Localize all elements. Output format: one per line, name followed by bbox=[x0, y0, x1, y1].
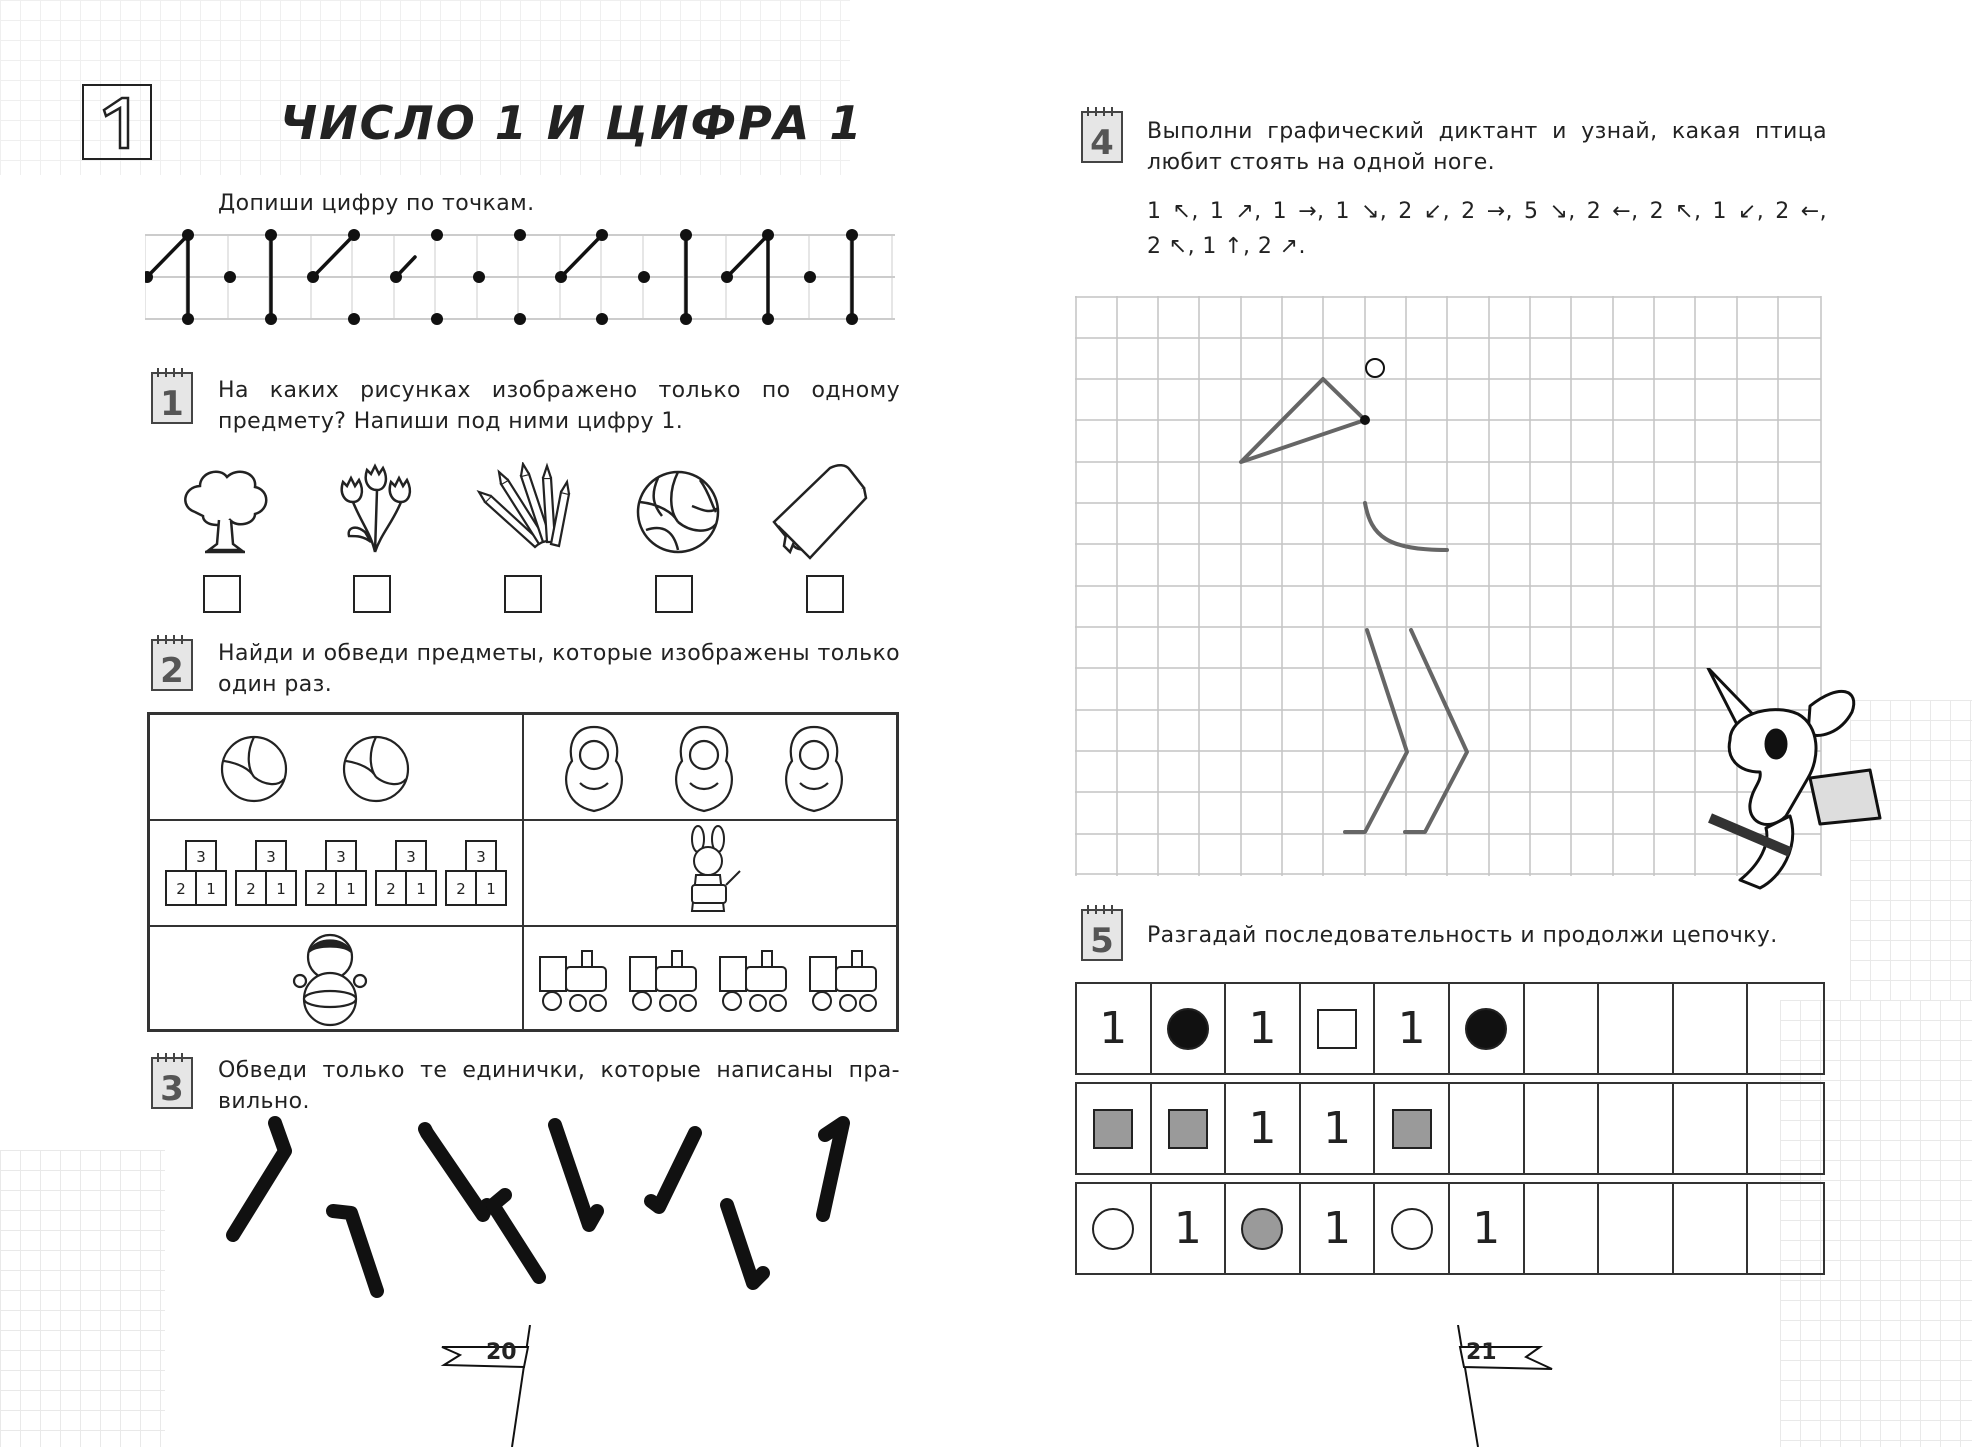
seq-cell bbox=[1226, 1084, 1301, 1173]
gray-square bbox=[1093, 1109, 1133, 1149]
cell-trains[interactable] bbox=[523, 926, 897, 1030]
written-one-5 bbox=[555, 1125, 597, 1225]
svg-text:3: 3 bbox=[406, 848, 416, 866]
seq-cell bbox=[1375, 984, 1450, 1073]
sequence-row-2 bbox=[1075, 1082, 1825, 1175]
seq-cell bbox=[1301, 1184, 1376, 1273]
gray-square bbox=[1168, 1109, 1208, 1149]
seq-cell bbox=[1450, 984, 1525, 1073]
page-number-right: 21 bbox=[1466, 1340, 1497, 1365]
seq-empty-cell[interactable] bbox=[1748, 1184, 1823, 1273]
volleyball-icon bbox=[212, 733, 462, 803]
matryoshka-icon bbox=[554, 721, 874, 817]
cell-roly-poly[interactable] bbox=[149, 926, 523, 1030]
seq-cell bbox=[1077, 1084, 1152, 1173]
tree-icon bbox=[175, 462, 275, 562]
task-3-number: 3 bbox=[160, 1069, 184, 1109]
gray-square bbox=[1392, 1109, 1432, 1149]
seq-empty-cell[interactable] bbox=[1748, 1084, 1823, 1173]
tulips-icon bbox=[325, 462, 425, 562]
stork-leg-1 bbox=[1345, 630, 1407, 832]
cell-cubes[interactable] bbox=[149, 820, 523, 926]
svg-text:1: 1 bbox=[486, 880, 496, 898]
cell-bunny-drummer[interactable] bbox=[523, 820, 897, 926]
seq-cell bbox=[1077, 1184, 1152, 1273]
task-3-text: Обведи только те единички, которые написаны пра-вильно. bbox=[218, 1058, 900, 1114]
sequence-row-3 bbox=[1075, 1182, 1825, 1275]
written-ones-area bbox=[215, 1115, 875, 1305]
written-one-7 bbox=[727, 1205, 763, 1283]
book-icon bbox=[768, 462, 878, 562]
white-circle bbox=[1092, 1208, 1134, 1250]
background-grid-bottom-left bbox=[0, 1150, 165, 1447]
dictation-line-2: 2 ↖, 1 ↑, 2 ↗. bbox=[1147, 234, 1306, 259]
answer-box-volleyball[interactable] bbox=[655, 575, 693, 613]
task-2-badge bbox=[148, 632, 198, 694]
written-one-6 bbox=[651, 1133, 695, 1207]
answer-box-tree[interactable] bbox=[203, 575, 241, 613]
stork-eye bbox=[1366, 359, 1384, 377]
seq-empty-cell[interactable] bbox=[1599, 984, 1674, 1073]
start-point bbox=[1360, 415, 1370, 425]
black-circle bbox=[1465, 1008, 1507, 1050]
seq-cell bbox=[1152, 1084, 1227, 1173]
svg-text:1: 1 bbox=[346, 880, 356, 898]
task-5-text: Разгадай последовательность и продолжи цепочку. bbox=[1147, 923, 1778, 948]
dictation-line-1: 1 ↖, 1 ↗, 1 →, 1 ↘, 2 ↙, 2 →, 5 ↘, 2 ←, 2 ↖, 1 ↙, 2 ←, bbox=[1147, 199, 1827, 224]
gray-circle bbox=[1241, 1208, 1283, 1250]
white-circle bbox=[1391, 1208, 1433, 1250]
page-number-left: 20 bbox=[486, 1340, 517, 1365]
digit-one: 1 bbox=[1472, 1203, 1501, 1254]
seq-cell bbox=[1301, 1084, 1376, 1173]
seq-cell bbox=[1077, 984, 1152, 1073]
seq-empty-cell[interactable] bbox=[1450, 1084, 1525, 1173]
svg-text:2: 2 bbox=[246, 880, 256, 898]
answer-box-pencils[interactable] bbox=[504, 575, 542, 613]
seq-cell bbox=[1375, 1084, 1450, 1173]
seq-cell bbox=[1226, 1184, 1301, 1273]
cell-matryoshkas[interactable] bbox=[523, 714, 897, 820]
seq-cell bbox=[1375, 1184, 1450, 1273]
written-one-8 bbox=[823, 1123, 843, 1215]
seq-cell bbox=[1450, 1184, 1525, 1273]
seq-empty-cell[interactable] bbox=[1599, 1184, 1674, 1273]
task-4-badge bbox=[1078, 104, 1128, 166]
written-one-3 bbox=[425, 1129, 487, 1215]
task-1-badge bbox=[148, 365, 198, 427]
seq-cell bbox=[1226, 984, 1301, 1073]
digit-one: 1 bbox=[1248, 1103, 1277, 1154]
pencils-icon bbox=[475, 462, 575, 562]
seq-empty-cell[interactable] bbox=[1674, 1184, 1749, 1273]
chapter-number-box bbox=[82, 84, 152, 160]
task-1-number: 1 bbox=[160, 384, 184, 424]
seq-empty-cell[interactable] bbox=[1674, 984, 1749, 1073]
stork-leg-2 bbox=[1405, 630, 1467, 832]
white-square bbox=[1317, 1009, 1357, 1049]
task-2-number: 2 bbox=[160, 651, 184, 691]
digit-one: 1 bbox=[1099, 1003, 1128, 1054]
answer-box-tulips[interactable] bbox=[353, 575, 391, 613]
task-3-badge bbox=[148, 1050, 198, 1112]
seq-empty-cell[interactable] bbox=[1525, 1184, 1600, 1273]
svg-text:1: 1 bbox=[206, 880, 216, 898]
digit-one: 1 bbox=[1323, 1203, 1352, 1254]
task-5-badge bbox=[1078, 902, 1128, 964]
page-title: ЧИСЛО 1 И ЦИФРА 1 bbox=[280, 96, 864, 150]
svg-text:3: 3 bbox=[336, 848, 346, 866]
bunny-drum-icon bbox=[670, 825, 750, 923]
seq-cell bbox=[1301, 984, 1376, 1073]
seq-empty-cell[interactable] bbox=[1525, 984, 1600, 1073]
seq-empty-cell[interactable] bbox=[1525, 1084, 1600, 1173]
volleyball-icon bbox=[628, 462, 728, 562]
svg-text:1: 1 bbox=[276, 880, 286, 898]
black-circle bbox=[1167, 1008, 1209, 1050]
svg-text:3: 3 bbox=[476, 848, 486, 866]
donkey-mascot-icon bbox=[1690, 668, 1900, 900]
svg-text:3: 3 bbox=[266, 848, 276, 866]
roly-poly-doll-icon bbox=[290, 929, 370, 1029]
svg-text:2: 2 bbox=[386, 880, 396, 898]
task-2-text: Найди и обведи предметы, которые изображены только один раз. bbox=[218, 641, 900, 697]
task-4-text: Выполни графический диктант и узнай, какая птица любит стоять на одной ноге. bbox=[1147, 119, 1827, 175]
seq-empty-cell[interactable] bbox=[1674, 1084, 1749, 1173]
sequence-row-1 bbox=[1075, 982, 1825, 1075]
task-4-number: 4 bbox=[1090, 123, 1114, 163]
cubes-icon bbox=[164, 837, 514, 917]
digit-one: 1 bbox=[1248, 1003, 1277, 1054]
digit-one: 1 bbox=[1397, 1003, 1426, 1054]
intro-instruction: Допиши цифру по точкам. bbox=[218, 191, 535, 216]
seq-cell bbox=[1152, 984, 1227, 1073]
task-5-number: 5 bbox=[1090, 921, 1114, 961]
written-one-4 bbox=[493, 1195, 539, 1277]
svg-text:1: 1 bbox=[416, 880, 426, 898]
seq-cell bbox=[1152, 1184, 1227, 1273]
digit-one: 1 bbox=[1173, 1203, 1202, 1254]
answer-box-book[interactable] bbox=[806, 575, 844, 613]
tracing-strip bbox=[145, 225, 895, 330]
written-one-1 bbox=[233, 1123, 285, 1235]
seq-empty-cell[interactable] bbox=[1599, 1084, 1674, 1173]
task-1-text: На каких рисунках изображено только по одному предмету? Напиши под ними цифру 1. bbox=[218, 378, 900, 434]
digit-one: 1 bbox=[1323, 1103, 1352, 1154]
chapter-number-one-icon bbox=[84, 86, 150, 158]
svg-text:2: 2 bbox=[456, 880, 466, 898]
task-2-table bbox=[147, 712, 899, 1032]
train-icon bbox=[534, 937, 894, 1023]
seq-empty-cell[interactable] bbox=[1748, 984, 1823, 1073]
cell-volleyballs[interactable] bbox=[149, 714, 523, 820]
svg-text:3: 3 bbox=[196, 848, 206, 866]
svg-text:2: 2 bbox=[176, 880, 186, 898]
written-one-2 bbox=[333, 1211, 377, 1291]
svg-text:2: 2 bbox=[316, 880, 326, 898]
